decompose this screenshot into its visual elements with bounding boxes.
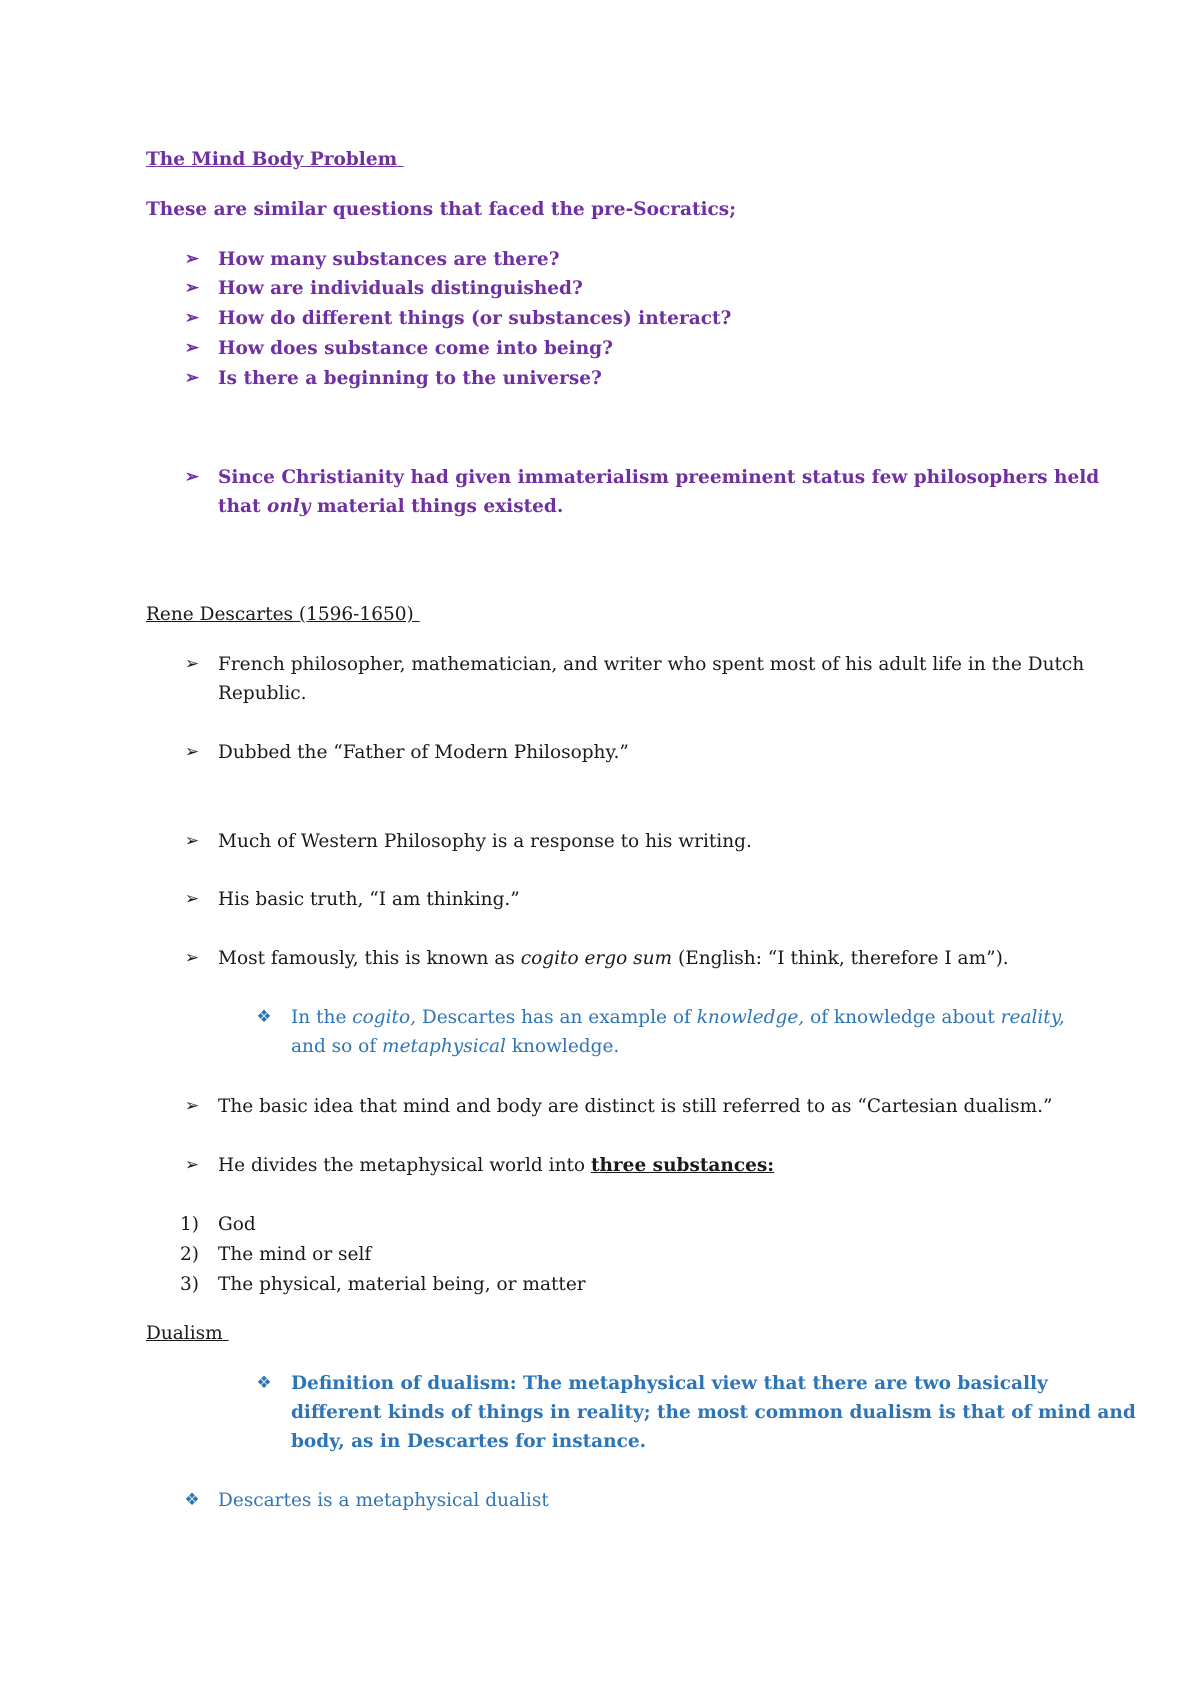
- list-number: 2): [180, 1244, 199, 1265]
- arrow-bullet-icon: ➢: [184, 1096, 200, 1116]
- list-item: Dubbed the “Father of Modern Philosophy.”: [218, 742, 629, 763]
- diamond-bullet-icon: ❖: [184, 1490, 200, 1510]
- christianity-line-2: that only material things existed.: [218, 496, 564, 517]
- arrow-bullet-icon: ➢: [184, 948, 200, 968]
- arrow-bullet-icon: ➢: [184, 742, 200, 762]
- intro-text: These are similar questions that faced the pre-Socratics;: [146, 199, 737, 220]
- section-title-dualism: Dualism: [146, 1323, 223, 1344]
- arrow-bullet-icon: ➢: [184, 467, 200, 487]
- list-item: Much of Western Philosophy is a response to his writing.: [218, 831, 752, 852]
- list-item: The mind or self: [218, 1244, 372, 1265]
- diamond-bullet-icon: ❖: [256, 1007, 272, 1027]
- arrow-bullet-icon: ➢: [184, 249, 200, 269]
- dualism-definition-line-1: Definition of dualism: The metaphysical view that there are two basically: [291, 1373, 1048, 1394]
- cogito-line-2: and so of metaphysical knowledge.: [291, 1036, 620, 1057]
- arrow-bullet-icon: ➢: [184, 338, 200, 358]
- dualism-definition-line-2: different kinds of things in reality; the most common dualism is that of mind and: [291, 1402, 1136, 1423]
- arrow-bullet-icon: ➢: [184, 654, 200, 674]
- arrow-bullet-icon: ➢: [184, 831, 200, 851]
- christianity-line-1: Since Christianity had given immaterialism preeminent status few philosophers held: [218, 467, 1100, 488]
- list-item: How many substances are there?: [218, 249, 560, 270]
- cogito-line-1: In the cogito, Descartes has an example of knowledge, of knowledge about reality,: [291, 1007, 1065, 1028]
- list-item: Is there a beginning to the universe?: [218, 368, 602, 389]
- arrow-bullet-icon: ➢: [184, 1155, 200, 1175]
- arrow-bullet-icon: ➢: [184, 278, 200, 298]
- arrow-bullet-icon: ➢: [184, 368, 200, 388]
- list-item: He divides the metaphysical world into three substances:: [218, 1155, 775, 1176]
- diamond-bullet-icon: ❖: [256, 1373, 272, 1393]
- list-number: 3): [180, 1274, 199, 1295]
- list-item: How does substance come into being?: [218, 338, 613, 359]
- list-item: How are individuals distinguished?: [218, 278, 583, 299]
- list-item: His basic truth, “I am thinking.”: [218, 889, 520, 910]
- list-item: The physical, material being, or matter: [218, 1274, 586, 1295]
- dualism-definition-line-3: body, as in Descartes for instance.: [291, 1431, 647, 1452]
- list-item: Descartes is a metaphysical dualist: [218, 1490, 549, 1511]
- list-item: The basic idea that mind and body are distinct is still referred to as “Cartesian dualism.”: [218, 1096, 1053, 1117]
- list-item: How do different things (or substances) interact?: [218, 308, 732, 329]
- arrow-bullet-icon: ➢: [184, 889, 200, 909]
- descartes-bio-line-1: French philosopher, mathematician, and writer who spent most of his adult life in the Dutch: [218, 654, 1085, 675]
- descartes-bio-line-2: Republic.: [218, 683, 307, 704]
- section-title-mind-body: The Mind Body Problem: [146, 149, 398, 170]
- list-item: Most famously, this is known as cogito ergo sum (English: “I think, therefore I am”).: [218, 948, 1009, 969]
- list-item: God: [218, 1214, 256, 1235]
- section-title-descartes: Rene Descartes (1596-1650): [146, 604, 414, 625]
- list-number: 1): [180, 1214, 199, 1235]
- arrow-bullet-icon: ➢: [184, 308, 200, 328]
